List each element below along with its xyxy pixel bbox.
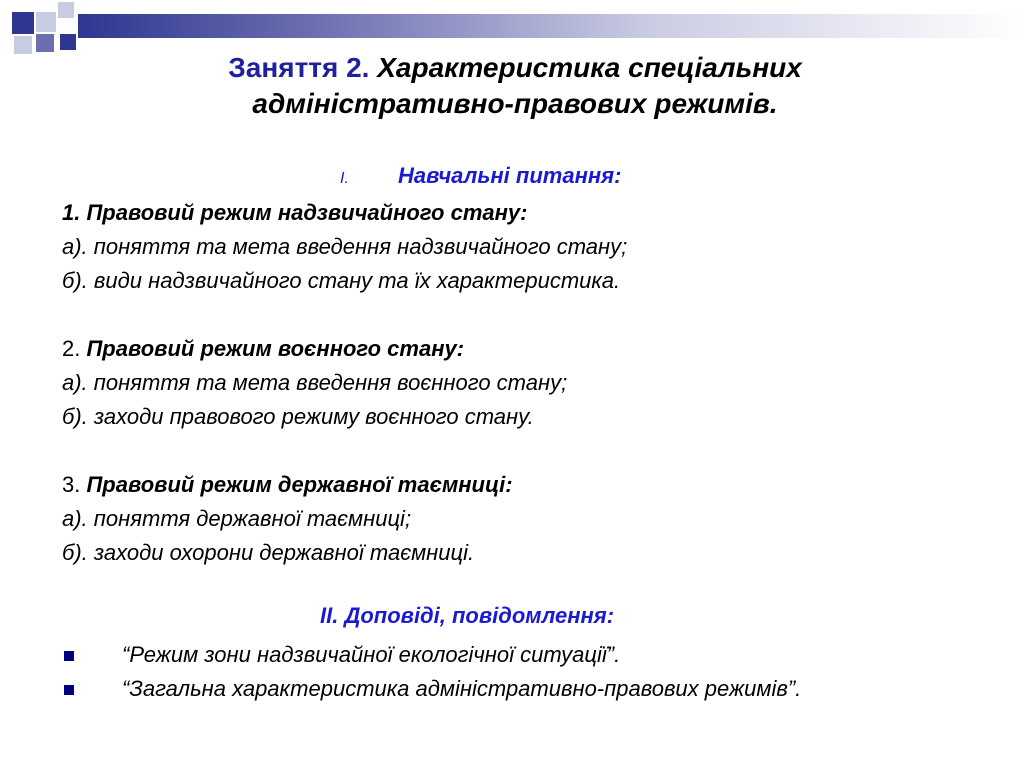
title-number: Заняття 2. <box>228 52 370 83</box>
q2-b: б). заходи правового режиму воєнного стану. <box>62 404 534 429</box>
bullet-icon <box>64 685 74 695</box>
slide-title <box>100 50 930 122</box>
q3-title: Правовий режим державної таємниці: <box>86 472 513 497</box>
section1-numeral: I. <box>340 170 349 187</box>
q2-title: Правовий режим воєнного стану: <box>86 336 465 361</box>
q1-a: а). поняття та мета введення надзвичайного стану; <box>62 234 628 259</box>
q2-a: а). поняття та мета введення воєнного стану; <box>62 370 568 395</box>
report-item: “Режим зони надзвичайної екологічної ситуації”. <box>122 642 621 667</box>
q2-title-line <box>62 336 464 362</box>
section2-heading: II. Доповіді, повідомлення: <box>320 603 615 628</box>
q3-a: а). поняття державної таємниці; <box>62 506 412 531</box>
q3-b: б). заходи охорони державної таємниці. <box>62 540 475 565</box>
q1-title: 1. Правовий режим надзвичайного стану: <box>62 200 528 225</box>
q3-num: 3. <box>62 472 81 497</box>
report-item: “Загальна характеристика адміністративно-правових режимів”. <box>122 676 802 701</box>
q2-num: 2. <box>62 336 81 361</box>
section1-heading: Навчальні питання: <box>398 163 622 188</box>
title-text: Характеристика спеціальних адміністративно-правових режимів. <box>252 52 802 119</box>
q1-b: б). види надзвичайного стану та їх характеристика. <box>62 268 621 293</box>
q3-title-line <box>62 472 513 498</box>
bullet-icon <box>64 651 74 661</box>
header-band <box>78 14 1024 38</box>
